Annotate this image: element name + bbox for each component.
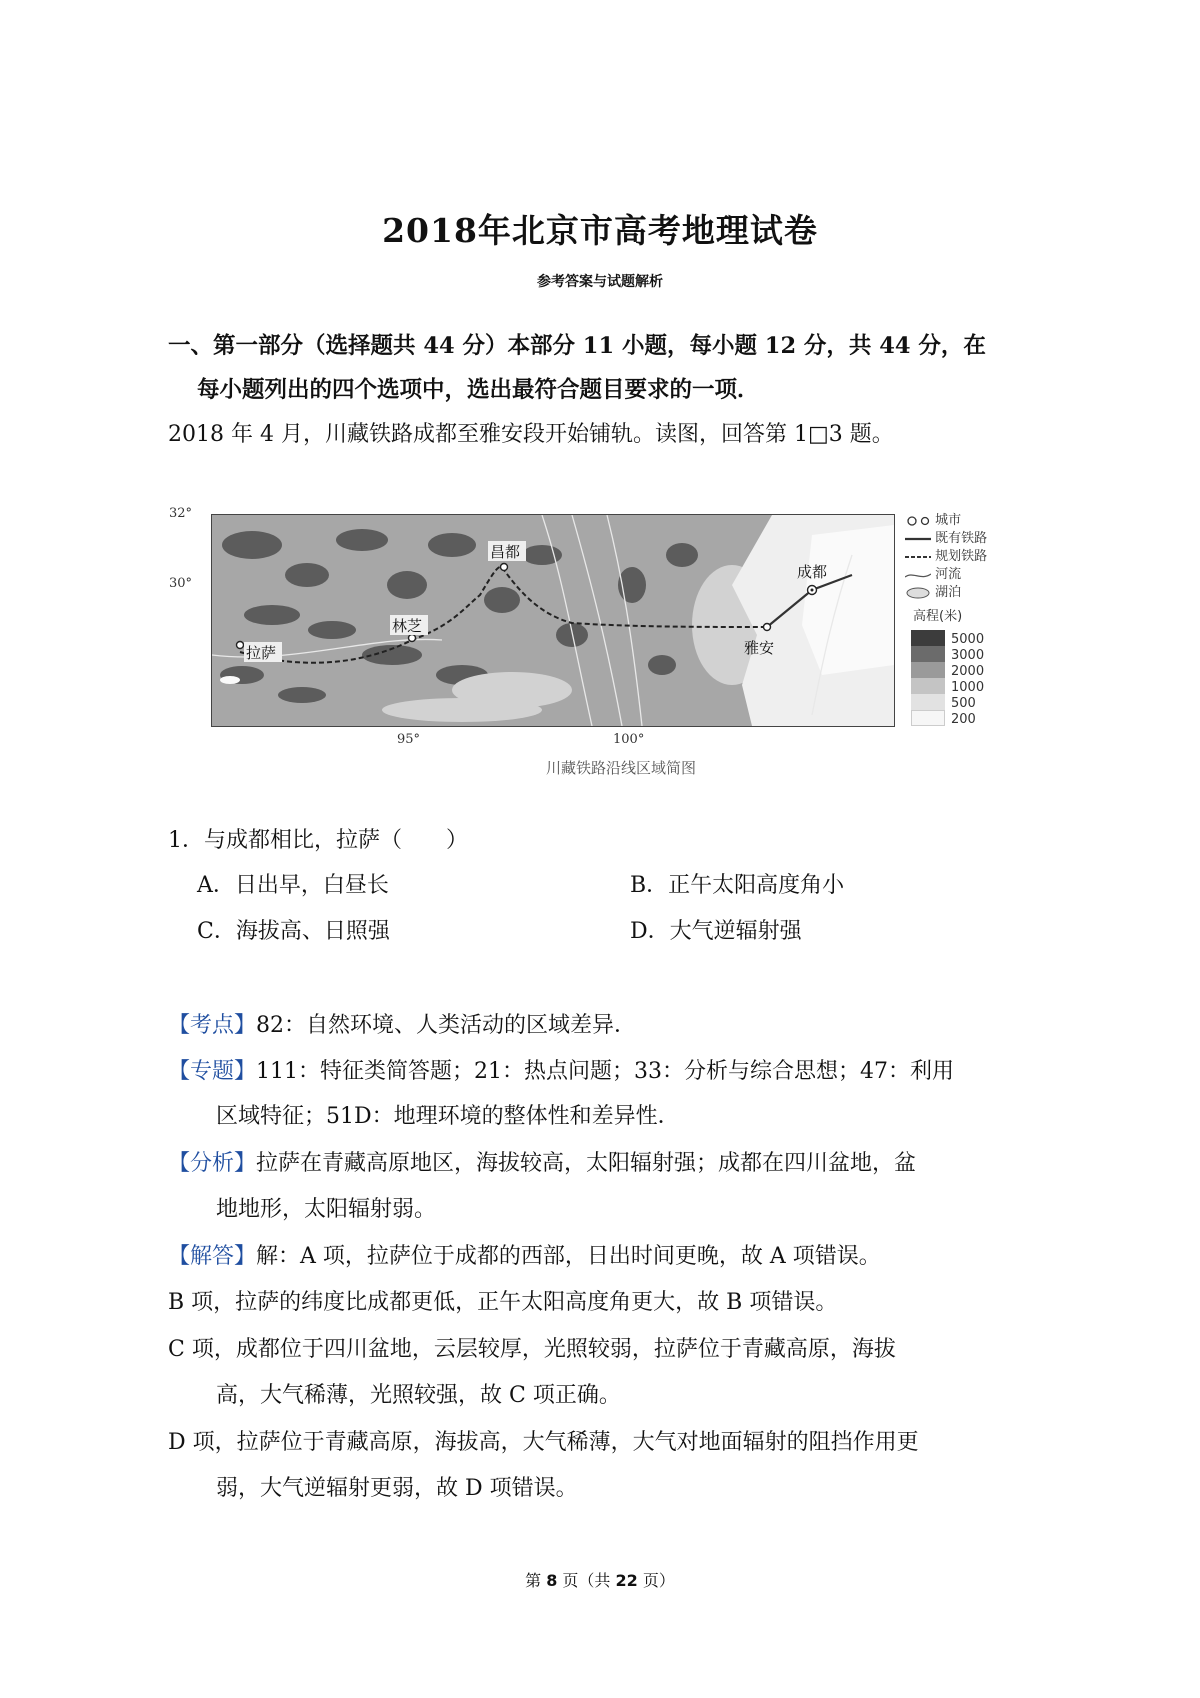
- railway-map-figure: [169, 506, 1059, 777]
- elevation-swatch-2000: [911, 662, 945, 678]
- elevation-swatch-5000: [911, 630, 945, 646]
- existing-railway-icon: [905, 532, 931, 546]
- legend-row-planned: [905, 548, 987, 566]
- terrain-map: [211, 514, 895, 727]
- elevation-label-5000: 5000: [951, 632, 985, 647]
- legend-row-city: [905, 512, 961, 530]
- answer-b-line: B 项，拉萨的纬度比成都更低，正午太阳高度角更大，故 B 项错误。: [168, 1290, 838, 1315]
- lat-label-32: 32°: [169, 506, 193, 521]
- jieda-tag: 【解答】: [168, 1244, 257, 1269]
- elevation-swatch-1000: [911, 678, 945, 694]
- section-heading-line1: 一、第一部分（选择题共 44 分）本部分 11 小题，每小题 12 分，共 44 分，在: [168, 333, 986, 359]
- option-a: A．日出早，白昼长: [197, 873, 389, 898]
- footer-suffix: 页）: [637, 1571, 675, 1590]
- city-label-lhasa: 拉萨: [246, 644, 277, 662]
- zhuanti-text-1: 111：特征类简答题；21：热点问题；33：分析与综合思想；47：利用: [256, 1059, 954, 1084]
- zhuanti-line2: 区域特征；51D：地理环境的整体性和差异性．: [216, 1104, 680, 1129]
- section-heading-line2: 每小题列出的四个选项中，选出最符合题目要求的一项．: [197, 377, 760, 403]
- elevation-label-500: 500: [951, 696, 976, 711]
- legend-row-river: [905, 566, 961, 584]
- footer-middle: 页（共: [557, 1571, 616, 1590]
- elevation-swatch-3000: [911, 646, 945, 662]
- city-symbol-icon: [905, 514, 931, 528]
- elevation-swatch-200: [911, 710, 945, 726]
- footer-prefix: 第: [525, 1571, 547, 1590]
- page-footer: [0, 1568, 1200, 1591]
- elevation-label-3000: 3000: [951, 648, 985, 663]
- answer-c-line1: C 项，成都位于四川盆地，云层较厚，光照较弱，拉萨位于青藏高原，海拔: [168, 1337, 896, 1362]
- question-stem: 1．与成都相比，拉萨（ ）: [168, 828, 468, 853]
- legend-label-city: 城市: [935, 513, 962, 528]
- city-label-nyingchi: 林芝: [392, 617, 423, 635]
- planned-railway-icon: [905, 550, 931, 564]
- elevation-label-200: 200: [951, 712, 976, 727]
- lon-label-100: 100°: [613, 732, 645, 747]
- zhuanti-tag: 【专题】: [168, 1059, 257, 1084]
- lon-label-95: 95°: [397, 732, 421, 747]
- legend-label-river: 河流: [935, 567, 962, 582]
- jieda-text-1: 解：A 项，拉萨位于成都的西部，日出时间更晚，故 A 项错误。: [256, 1244, 881, 1269]
- legend-row-existing: [905, 530, 987, 548]
- page-title: 2018年北京市高考地理试卷: [382, 211, 818, 250]
- map-legend: [905, 512, 1059, 762]
- answer-d-line2: 弱，大气逆辐射更弱，故 D 项错误。: [216, 1476, 578, 1501]
- fenxi-line1: [168, 1149, 916, 1179]
- city-label-qamdo: 昌都: [490, 543, 521, 561]
- city-label-chengdu: 成都: [797, 563, 828, 581]
- intro-text: 2018 年 4 月，川藏铁路成都至雅安段开始铺轨。读图，回答第 1□3 题。: [168, 422, 894, 447]
- option-b: B．正午太阳高度角小: [630, 873, 845, 898]
- legend-row-lake: [905, 584, 961, 602]
- page-subtitle: 参考答案与试题解析: [537, 274, 663, 290]
- lake-icon: [905, 586, 931, 600]
- fenxi-tag: 【分析】: [168, 1151, 257, 1176]
- kaodian-line: [168, 1011, 636, 1041]
- legend-label-planned-railway: 规划铁路: [935, 549, 988, 564]
- legend-label-existing-railway: 既有铁路: [935, 531, 988, 546]
- footer-total-pages: 22: [615, 1571, 638, 1590]
- elevation-label-1000: 1000: [951, 680, 985, 695]
- answer-c-line2: 高，大气稀薄，光照较强，故 C 项正确。: [216, 1383, 621, 1408]
- fenxi-text-1: 拉萨在青藏高原地区，海拔较高，太阳辐射强；成都在四川盆地，盆: [256, 1151, 917, 1176]
- elevation-swatch-500: [911, 694, 945, 710]
- legend-elevation-title: 高程(米): [913, 609, 963, 624]
- city-label-yaan: 雅安: [744, 639, 775, 657]
- kaodian-text: 82：自然环境、人类活动的区域差异．: [256, 1013, 637, 1038]
- lat-label-30: 30°: [169, 576, 193, 591]
- legend-label-lake: 湖泊: [935, 585, 962, 600]
- river-icon: [905, 568, 931, 582]
- option-c: C．海拔高、日照强: [197, 919, 390, 944]
- elevation-label-2000: 2000: [951, 664, 985, 679]
- option-d: D．大气逆辐射强: [630, 919, 802, 944]
- kaodian-tag: 【考点】: [168, 1013, 257, 1038]
- figure-caption: 川藏铁路沿线区域简图: [545, 759, 696, 777]
- answer-d-line1: D 项，拉萨位于青藏高原，海拔高，大气稀薄，大气对地面辐射的阻挡作用更: [168, 1430, 919, 1455]
- footer-page-number: 8: [546, 1571, 558, 1590]
- fenxi-line2: 地地形，太阳辐射弱。: [216, 1197, 437, 1222]
- jieda-line1: [168, 1242, 881, 1272]
- terrain-map-svg: [212, 515, 894, 726]
- zhuanti-line1: [168, 1057, 954, 1087]
